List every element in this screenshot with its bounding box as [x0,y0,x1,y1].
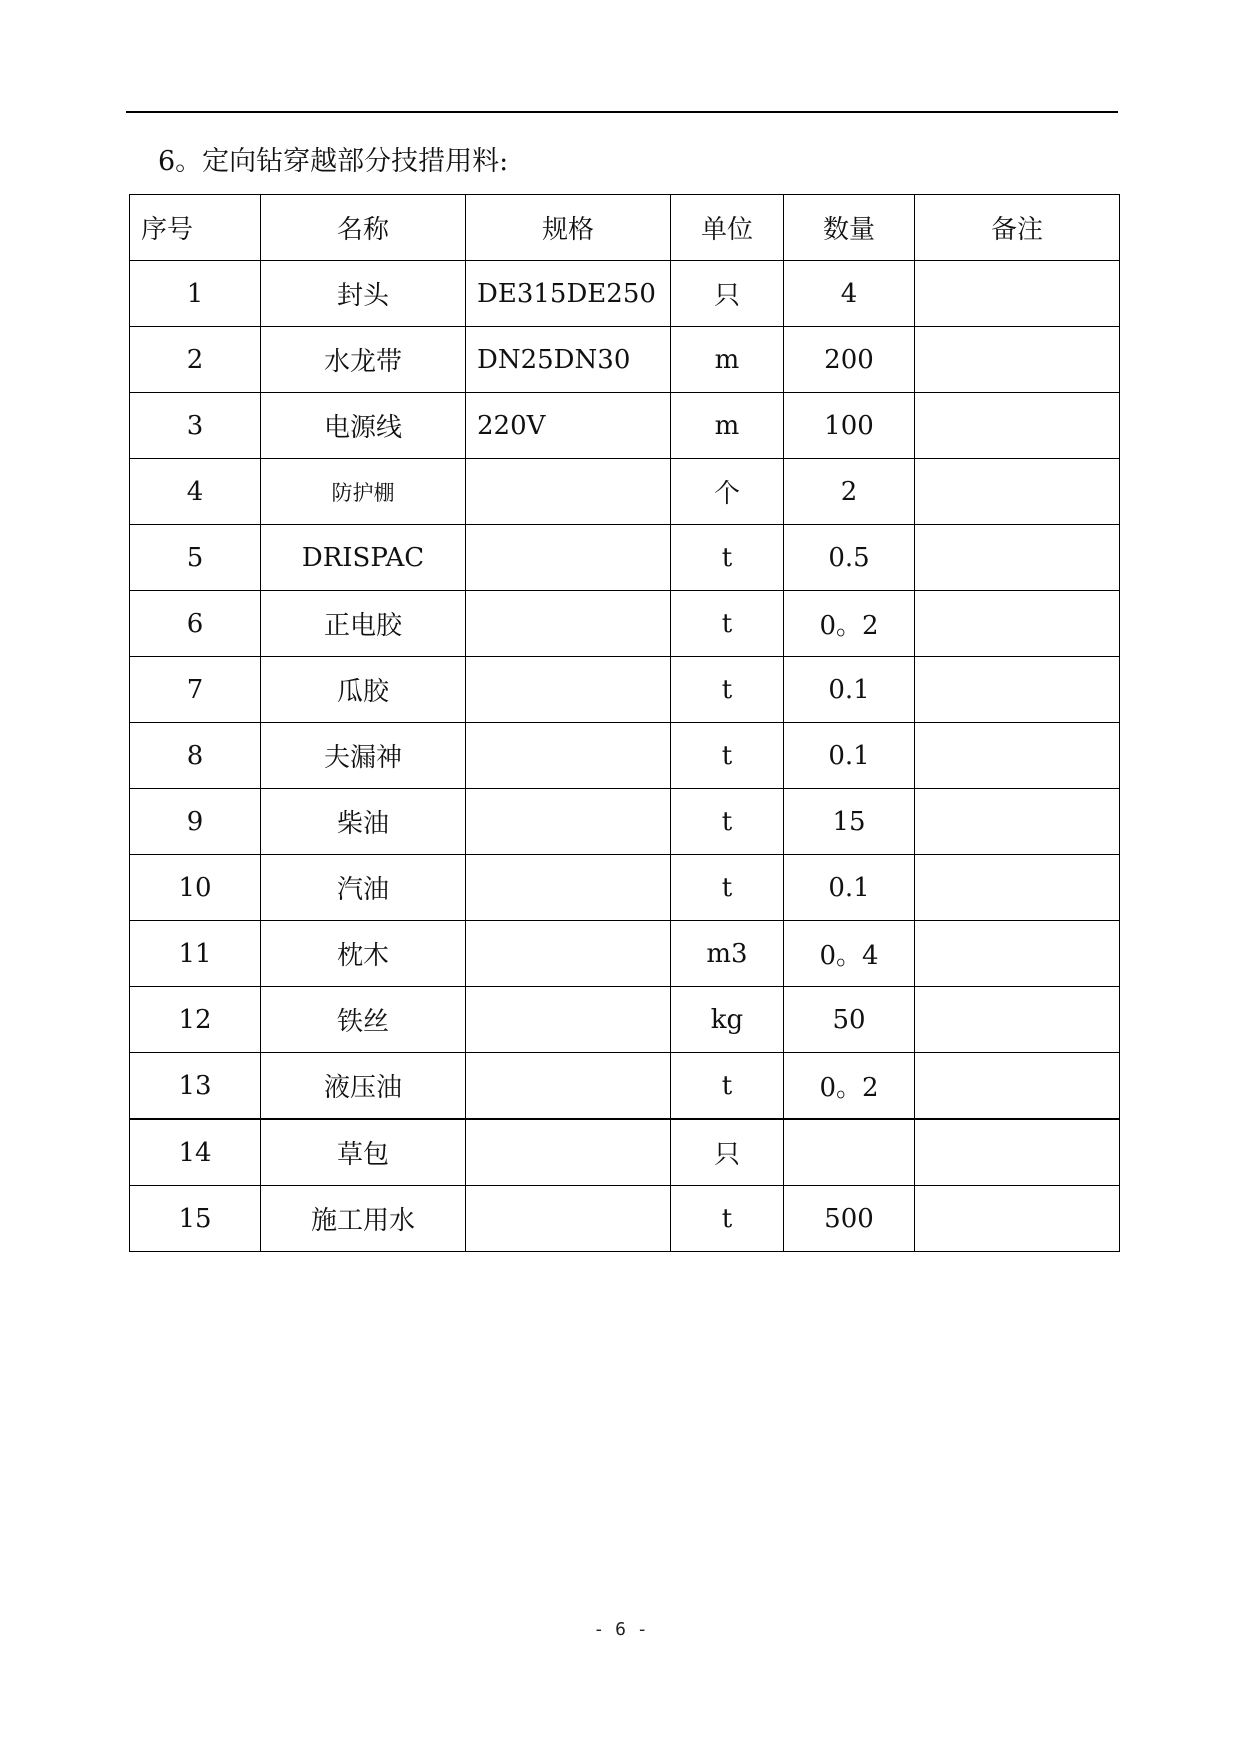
cell-unit: t [671,1053,784,1120]
cell-unit: 个 [671,459,784,525]
cell-remark [915,1186,1120,1252]
cell-remark [915,855,1120,921]
cell-name: 草包 [261,1119,466,1186]
cell-unit: m3 [671,921,784,987]
cell-qty: 0.1 [784,657,915,723]
cell-spec [466,459,671,525]
cell-spec [466,525,671,591]
cell-qty: 100 [784,393,915,459]
cell-unit: t [671,855,784,921]
cell-remark [915,987,1120,1053]
cell-name: 施工用水 [261,1186,466,1252]
cell-no: 7 [130,657,261,723]
cell-spec: DN25DN30 [466,327,671,393]
cell-unit: t [671,789,784,855]
cell-qty: 200 [784,327,915,393]
table-row [130,1119,1120,1186]
cell-no: 9 [130,789,261,855]
cell-remark [915,459,1120,525]
cell-spec [466,723,671,789]
cell-spec [466,591,671,657]
cell-name: 铁丝 [261,987,466,1053]
cell-remark [915,327,1120,393]
cell-unit: m [671,393,784,459]
cell-name: 正电胶 [261,591,466,657]
cell-remark [915,723,1120,789]
cell-name: 柴油 [261,789,466,855]
cell-qty: 0。2 [784,591,915,657]
cell-remark [915,1053,1120,1120]
table-row [130,987,1120,1053]
cell-spec: DE315DE250 [466,261,671,327]
cell-qty: 4 [784,261,915,327]
header-rule [126,111,1118,113]
materials-table [129,194,1120,1252]
cell-no: 11 [130,921,261,987]
cell-unit: t [671,1186,784,1252]
cell-spec [466,921,671,987]
cell-no: 14 [130,1119,261,1186]
cell-qty: 0。4 [784,921,915,987]
table-row [130,789,1120,855]
cell-no: 12 [130,987,261,1053]
cell-name: 水龙带 [261,327,466,393]
cell-remark [915,1119,1120,1186]
cell-qty: 0。2 [784,1053,915,1120]
table-row [130,855,1120,921]
page-number: - 6 - [593,1619,648,1640]
cell-spec [466,789,671,855]
table-row [130,393,1120,459]
section-heading: 6。定向钻穿越部分技措用料: [158,146,509,177]
cell-qty: 0.5 [784,525,915,591]
cell-remark [915,525,1120,591]
cell-unit: t [671,657,784,723]
cell-no: 10 [130,855,261,921]
header-qty: 数量 [784,195,915,261]
cell-no: 15 [130,1186,261,1252]
cell-spec: 220V [466,393,671,459]
cell-no: 6 [130,591,261,657]
cell-name: 汽油 [261,855,466,921]
table-row [130,1053,1120,1120]
cell-qty: 50 [784,987,915,1053]
cell-qty: 500 [784,1186,915,1252]
header-unit: 单位 [671,195,784,261]
cell-unit: 只 [671,1119,784,1186]
cell-name: 液压油 [261,1053,466,1120]
table-row [130,1186,1120,1252]
cell-no: 3 [130,393,261,459]
cell-qty: 0.1 [784,723,915,789]
cell-qty [784,1119,915,1186]
cell-name: DRISPAC [261,525,466,591]
cell-remark [915,657,1120,723]
cell-remark [915,789,1120,855]
cell-unit: m [671,327,784,393]
cell-spec [466,1186,671,1252]
cell-remark [915,921,1120,987]
cell-no: 13 [130,1053,261,1120]
cell-spec [466,987,671,1053]
table-row [130,921,1120,987]
cell-name: 瓜胶 [261,657,466,723]
cell-spec [466,1053,671,1120]
table-row [130,261,1120,327]
table-row [130,327,1120,393]
cell-name: 夫漏神 [261,723,466,789]
cell-spec [466,855,671,921]
cell-no: 1 [130,261,261,327]
cell-remark [915,393,1120,459]
cell-remark [915,261,1120,327]
cell-name: 电源线 [261,393,466,459]
header-remark: 备注 [915,195,1120,261]
cell-name: 枕木 [261,921,466,987]
table-row [130,657,1120,723]
cell-qty: 15 [784,789,915,855]
cell-qty: 2 [784,459,915,525]
table-row [130,723,1120,789]
header-name: 名称 [261,195,466,261]
cell-no: 2 [130,327,261,393]
header-spec: 规格 [466,195,671,261]
cell-no: 8 [130,723,261,789]
cell-remark [915,591,1120,657]
table-header-row [130,195,1120,261]
header-no: 序号 [130,195,261,261]
cell-spec [466,1119,671,1186]
cell-no: 4 [130,459,261,525]
cell-unit: kg [671,987,784,1053]
table-row [130,459,1120,525]
table-row [130,591,1120,657]
cell-unit: 只 [671,261,784,327]
cell-qty: 0.1 [784,855,915,921]
cell-name: 封头 [261,261,466,327]
cell-unit: t [671,723,784,789]
cell-name: 防护棚 [261,459,466,525]
table-row [130,525,1120,591]
cell-unit: t [671,525,784,591]
cell-no: 5 [130,525,261,591]
cell-unit: t [671,591,784,657]
cell-spec [466,657,671,723]
